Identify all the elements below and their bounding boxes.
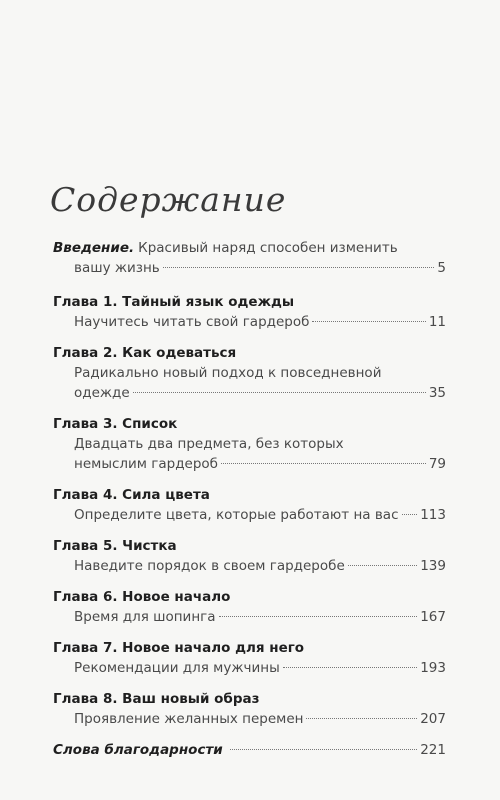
chapter-subtitle: Определите цвета, которые работают на вас xyxy=(74,507,399,523)
chapter-subtitle-line-1: Радикально новый подход к повседневной xyxy=(74,365,382,381)
page-number: 113 xyxy=(420,507,446,523)
chapter-heading: Глава 6. Новое начало xyxy=(53,589,231,605)
dot-leader xyxy=(348,565,417,566)
chapter-heading: Глава 4. Сила цвета xyxy=(53,487,210,503)
chapter-line xyxy=(53,607,446,627)
toc-entry-chapter-6 xyxy=(53,587,446,627)
toc-entry-intro xyxy=(53,238,446,278)
chapter-heading: Глава 3. Список xyxy=(53,416,178,432)
chapter-subtitle: одежде xyxy=(74,385,130,401)
toc-entry-chapter-8 xyxy=(53,689,446,729)
page-number: 79 xyxy=(428,456,446,472)
chapter-line xyxy=(53,556,446,576)
chapter-line xyxy=(53,312,446,332)
chapter-subtitle: Наведите порядок в своем гардеробе xyxy=(74,558,345,574)
chapter-heading: Глава 5. Чистка xyxy=(53,538,177,554)
toc-entry-chapter-4 xyxy=(53,485,446,525)
chapter-subtitle: Проявление желанных перемен xyxy=(74,711,304,727)
dot-leader xyxy=(306,718,417,719)
dot-leader xyxy=(133,392,426,393)
dot-leader xyxy=(312,321,425,322)
dot-leader xyxy=(163,267,435,268)
toc-intro-text-cont: вашу жизнь xyxy=(74,260,160,276)
page-number: 139 xyxy=(420,558,446,574)
toc-thanks-line xyxy=(53,740,446,760)
chapter-subtitle: немыслим гардероб xyxy=(74,456,219,472)
chapter-subtitle-line-1: Двадцать два предмета, без которых xyxy=(74,436,344,452)
chapter-heading: Глава 7. Новое начало для него xyxy=(53,640,305,656)
toc-entry-thanks xyxy=(53,740,446,760)
toc-entry-chapter-7 xyxy=(53,638,446,678)
page-number: 193 xyxy=(420,660,446,676)
page-title: Содержание xyxy=(50,180,287,219)
chapter-heading: Глава 8. Ваш новый образ xyxy=(53,691,260,707)
chapter-subtitle: Рекомендации для мужчины xyxy=(74,660,280,676)
toc-intro-heading: Введение. xyxy=(53,240,135,256)
toc-intro-line-1 xyxy=(53,238,446,258)
toc-entry-chapter-1 xyxy=(53,292,446,332)
page-number: 5 xyxy=(437,260,446,276)
dot-leader xyxy=(230,749,417,750)
page-number: 35 xyxy=(428,385,446,401)
chapter-heading: Глава 2. Как одеваться xyxy=(53,345,237,361)
dot-leader xyxy=(283,667,417,668)
toc-thanks-heading: Слова благодарности xyxy=(53,742,223,758)
chapter-line xyxy=(53,505,446,525)
toc-intro-text: Красивый наряд способен изменить xyxy=(138,240,398,256)
chapter-subtitle: Научитесь читать свой гардероб xyxy=(74,314,310,330)
page-number: 221 xyxy=(420,742,446,758)
chapter-line xyxy=(53,454,446,474)
chapter-line xyxy=(53,658,446,678)
dot-leader xyxy=(219,616,418,617)
table-of-contents xyxy=(53,238,446,774)
chapter-subtitle: Время для шопинга xyxy=(74,609,216,625)
page-number: 167 xyxy=(420,609,446,625)
toc-entry-chapter-5 xyxy=(53,536,446,576)
dot-leader xyxy=(402,514,418,515)
dot-leader xyxy=(221,463,426,464)
toc-entry-chapter-3 xyxy=(53,414,446,474)
toc-entry-chapter-2 xyxy=(53,343,446,403)
page-number: 11 xyxy=(428,314,446,330)
chapter-line xyxy=(53,709,446,729)
page-number: 207 xyxy=(420,711,446,727)
chapter-heading: Глава 1. Тайный язык одежды xyxy=(53,294,295,310)
chapter-line xyxy=(53,383,446,403)
toc-intro-line-2 xyxy=(53,258,446,278)
